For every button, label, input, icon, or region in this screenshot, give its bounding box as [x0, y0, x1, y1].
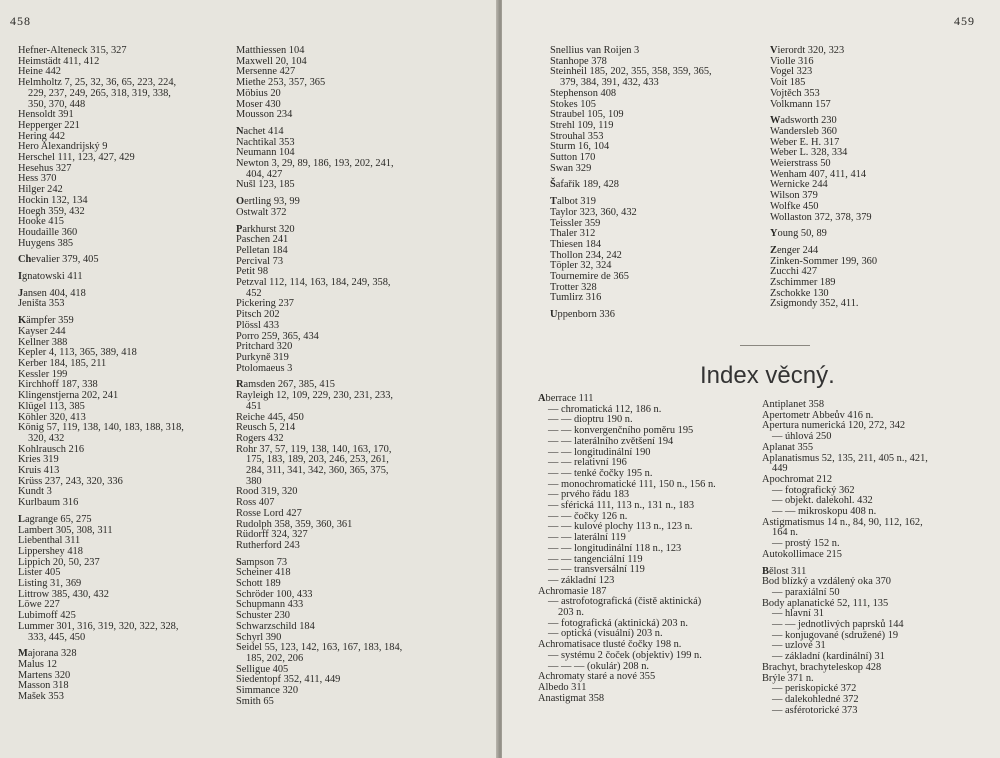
index-entry-text: ierordt 320, 323	[777, 45, 845, 56]
index-entry: Listing 31, 369	[18, 578, 82, 590]
index-entry: Rosse Lord 427	[236, 507, 302, 519]
index-entry: Volkmann 157	[770, 98, 831, 110]
index-entry: 320, 432	[28, 432, 65, 444]
index-entry: Kries 319	[18, 454, 59, 466]
index-entry: Steinheil 185, 202, 355, 358, 359, 365,	[550, 66, 712, 78]
index-entry: Mersenne 427	[236, 66, 296, 78]
index-entry-text: evalier 379, 405	[31, 254, 99, 266]
index-entry: Nušl 123, 185	[236, 179, 295, 191]
index-entry: Liebenthal 311	[18, 535, 81, 547]
index-entry: Rohr 37, 57, 119, 138, 140, 163, 170,	[236, 443, 392, 455]
index-entry-initial: Ch	[18, 254, 32, 266]
index-entry: 229, 237, 249, 265, 318, 319, 338,	[28, 87, 171, 99]
index-entry: Malus 12	[18, 658, 57, 670]
name-index-column-3	[550, 46, 765, 321]
index-entry-text: albot 319	[556, 196, 596, 208]
index-entry: Rogers 432	[236, 432, 284, 444]
index-entry: Kurlbaum 316	[18, 497, 79, 509]
index-entry: Klügel 113, 385	[18, 400, 85, 412]
index-entry-initial: Z	[770, 244, 777, 256]
index-entry: Sutton 170	[550, 152, 596, 164]
index-entry: Apertura numerická 120, 272, 342	[762, 420, 906, 432]
index-entry: Wenham 407, 411, 414	[770, 168, 867, 180]
index-entry: Thiesen 184	[550, 238, 602, 250]
index-entry: Thollon 234, 242	[550, 249, 622, 261]
index-entry: — objekt. dalekohl. 432	[772, 495, 873, 507]
index-entry: — prvého řádu 183	[548, 489, 630, 501]
index-entry: Weber E. H. 317	[770, 136, 840, 148]
index-entry: Jeništa 353	[18, 298, 65, 310]
index-entry: Neumann 104	[236, 147, 295, 159]
index-entry: Hepperger 221	[18, 119, 80, 131]
index-entry: Petzval 112, 114, 163, 184, 249, 358,	[236, 277, 391, 289]
index-entry: — optická (visuální) 203 n.	[548, 628, 663, 640]
index-entry: Vojtěch 353	[770, 87, 820, 99]
index-entry-text: ampson 73	[241, 556, 288, 568]
index-entry-initial: Y	[770, 228, 778, 240]
index-entry: — paraxiální 50	[772, 586, 840, 598]
index-entry: — — mikroskopu 408 n.	[772, 506, 877, 518]
index-entry: Astigmatismus 14 n., 84, 90, 112, 162,	[762, 516, 923, 528]
index-entry: Kepler 4, 113, 365, 389, 418	[18, 347, 137, 359]
index-entry: Paschen 241	[236, 234, 289, 246]
index-entry: Kayser 244	[18, 325, 66, 337]
index-entry: 404, 427	[246, 168, 283, 180]
index-entry: 203 n.	[558, 607, 584, 619]
index-entry: Möbius 20	[236, 87, 281, 99]
index-entry: Heimstädt 411, 412	[18, 55, 100, 67]
index-entry	[770, 229, 985, 240]
index-entry: — prostý 152 n.	[772, 538, 840, 550]
index-entry-initial: R	[236, 379, 244, 391]
index-entry: — periskopické 372	[772, 683, 857, 695]
name-index-column-4	[770, 46, 985, 310]
index-entry: Lambert 305, 308, 311	[18, 524, 113, 536]
index-entry: — — tangenciální 119	[548, 553, 643, 565]
index-entry: Mašek 353	[18, 691, 64, 703]
index-entry: Brachyt, brachyteleskop 428	[762, 661, 882, 673]
index-entry: Teissler 359	[550, 217, 601, 229]
index-entry-initial: V	[770, 45, 778, 56]
index-entry	[550, 180, 765, 191]
index-entry: Hensoldt 391	[18, 109, 74, 121]
index-entry: — uzlové 31	[772, 640, 826, 652]
index-entry: Tournemire de 365	[550, 271, 629, 283]
index-entry: 185, 202, 206	[246, 652, 304, 664]
index-entry: Siedentopf 352, 411, 449	[236, 674, 341, 686]
index-entry: Simmance 320	[236, 685, 299, 697]
index-entry: Aplanat 355	[762, 441, 814, 453]
index-entry: Maxwell 20, 104	[236, 55, 307, 67]
index-entry: 452	[246, 287, 262, 299]
index-entry: Littrow 385, 430, 432	[18, 588, 109, 600]
index-entry: König 57, 119, 138, 140, 183, 188, 318,	[18, 422, 184, 434]
index-entry: — základní 123	[548, 574, 615, 586]
index-entry: Apertometr Abbeův 416 n.	[762, 409, 874, 421]
index-entry: Hesehus 327	[18, 162, 72, 174]
index-entry: — — jednotlivých paprsků 144	[772, 619, 904, 631]
page-number-left: 458	[10, 14, 31, 28]
index-entry: Lubimoff 425	[18, 610, 76, 622]
index-entry: — — relativní 196	[548, 457, 627, 469]
index-entry: Hering 442	[18, 130, 66, 142]
index-title: Index věcný.	[700, 362, 835, 389]
index-entry	[18, 255, 233, 266]
index-entry: — hlavní 31	[772, 608, 824, 620]
index-entry: Hooke 415	[18, 216, 64, 228]
index-entry: Apochromat 212	[762, 473, 833, 485]
index-entry: — — — (okulár) 208 n.	[548, 660, 650, 672]
index-entry: — dalekohledné 372	[772, 693, 859, 705]
index-entry: Lister 405	[18, 567, 61, 579]
index-entry: Schyrl 390	[236, 631, 282, 643]
index-entry: Purkyně 319	[236, 351, 289, 363]
name-index-column-1	[18, 46, 233, 703]
index-entry: Selligue 405	[236, 663, 289, 675]
index-entry-text: ertling 93, 99	[244, 196, 300, 208]
index-entry: — — čočky 126 n.	[548, 510, 628, 522]
index-entry: — — dioptru 190 n.	[548, 414, 633, 426]
index-entry: Bod blízký a vzdálený oka 370	[762, 576, 891, 588]
index-entry-text: adsworth 230	[780, 115, 837, 127]
index-entry-text: ämpfer 359	[26, 315, 74, 327]
index-entry: Moser 430	[236, 98, 281, 110]
index-entry: Strouhal 353	[550, 130, 604, 142]
index-entry: Pritchard 320	[236, 341, 293, 353]
index-entry: Krüss 237, 243, 320, 336	[18, 475, 123, 487]
index-entry: Huygens 385	[18, 237, 74, 249]
index-entry: Plössl 433	[236, 319, 280, 331]
index-entry: 451	[246, 400, 262, 412]
index-entry: Zsigmondy 352, 411.	[770, 298, 859, 310]
index-entry: Wolfke 450	[770, 200, 819, 212]
index-entry: Kruis 413	[18, 465, 60, 477]
index-entry: Kirchhoff 187, 338	[18, 379, 98, 391]
index-entry: — — longitudinální 118 n., 123	[548, 542, 682, 554]
index-entry-initial: M	[18, 648, 28, 660]
index-entry: Löwe 227	[18, 599, 60, 611]
index-entry: Seidel 55, 123, 142, 163, 167, 183, 184,	[236, 642, 403, 654]
title-rule	[740, 345, 810, 346]
index-entry: Achromaty staré a nové 355	[538, 671, 656, 683]
index-entry: Zucchi 427	[770, 266, 818, 278]
index-entry: Smith 65	[236, 695, 274, 707]
index-entry: Schwarzschild 184	[236, 620, 315, 632]
index-entry: Ptolomaeus 3	[236, 362, 293, 374]
index-entry: Body aplanatické 52, 111, 135	[762, 597, 889, 609]
index-entry: Schuster 230	[236, 610, 290, 622]
index-entry-initial: I	[18, 271, 23, 283]
index-entry-initial: N	[236, 125, 244, 137]
index-entry: Reiche 445, 450	[236, 411, 304, 423]
index-entry: Wernicke 244	[770, 179, 828, 191]
index-entry: Zschokke 130	[770, 287, 829, 299]
index-entry: Martens 320	[18, 669, 71, 681]
index-entry-text: ělost 311	[768, 565, 807, 577]
index-entry: — monochromatické 111, 150 n., 156 n.	[548, 478, 716, 490]
index-entry-text: enger 244	[776, 244, 819, 256]
index-entry: Kundt 3	[18, 486, 52, 498]
index-entry-text: berrace 111	[545, 393, 594, 404]
index-entry: 164 n.	[772, 527, 798, 539]
index-entry-initial: A	[538, 393, 546, 404]
subject-index-column-1	[538, 394, 758, 704]
page-number-right: 459	[954, 14, 975, 28]
index-entry: Wollaston 372, 378, 379	[770, 211, 872, 223]
index-entry: Pelletan 184	[236, 244, 288, 256]
index-entry: — — longitudinální 190	[548, 446, 651, 458]
index-entry: Schupmann 433	[236, 599, 304, 611]
index-entry-text: gnatowski 411	[22, 271, 83, 283]
index-entry: Vogel 323	[770, 66, 813, 78]
index-entry: Albedo 311	[538, 681, 587, 693]
index-entry: Tumlirz 316	[550, 292, 602, 304]
index-entry: Hockin 132, 134	[18, 194, 88, 206]
index-entry: Straubel 105, 109	[550, 109, 624, 121]
index-entry: Kessler 199	[18, 368, 68, 380]
index-entry: Stokes 105	[550, 98, 596, 110]
index-entry: Klingenstjerna 202, 241	[18, 390, 119, 402]
index-entry: Hess 370	[18, 173, 57, 185]
index-entry-initial: U	[550, 309, 558, 321]
index-entry-initial: P	[236, 223, 243, 235]
index-entry-initial: S	[236, 556, 242, 568]
index-entry: Swan 329	[550, 162, 592, 174]
index-entry: — fotografická (aktinická) 203 n.	[548, 617, 688, 629]
index-entry: Weber L. 328, 334	[770, 147, 848, 159]
index-entry: Ross 407	[236, 497, 275, 509]
index-entry: — — laterální 119	[548, 532, 626, 544]
index-entry: Lippich 20, 50, 237	[18, 556, 100, 568]
index-entry: — — laterálního zvětšení 194	[548, 435, 674, 447]
index-entry: Zschimmer 189	[770, 277, 836, 289]
index-entry-initial: B	[762, 565, 769, 577]
index-entry-text: ajorana 328	[27, 648, 77, 660]
index-entry: Anastigmat 358	[538, 692, 605, 704]
index-entry-initial: T	[550, 196, 557, 208]
index-entry: — konjugované (sdružené) 19	[772, 629, 899, 641]
index-entry: Hoegh 359, 432	[18, 205, 85, 217]
index-entry: Antiplanet 358	[762, 399, 825, 410]
index-entry: Autokollimace 215	[762, 548, 842, 560]
index-entry: — fotografický 362	[772, 484, 855, 496]
index-entry: Nachtikal 353	[236, 136, 295, 148]
index-entry-initial: Š	[550, 179, 556, 191]
index-entry: Scheiner 418	[236, 567, 291, 579]
index-entry: Masson 318	[18, 680, 69, 692]
index-entry: Brýle 371 n.	[762, 672, 814, 684]
index-entry: Achromasie 187	[538, 585, 607, 597]
index-entry-initial: J	[18, 287, 24, 299]
index-entry: Töpler 32, 324	[550, 260, 612, 272]
index-entry: — asférotorické 373	[772, 704, 858, 716]
index-entry-text: amsden 267, 385, 415	[243, 379, 336, 391]
index-entry: Houdaille 360	[18, 226, 78, 238]
index-entry: Weierstrass 50	[770, 158, 831, 170]
index-entry: — — tenké čočky 195 n.	[548, 467, 653, 479]
index-entry: Hefner-Alteneck 315, 327	[18, 45, 127, 56]
index-entry-initial: L	[18, 513, 25, 525]
index-entry: Rudolph 358, 359, 360, 361	[236, 518, 353, 530]
index-entry: Achromatisace tlusté čočky 198 n.	[538, 639, 682, 651]
name-index-column-2	[236, 46, 481, 707]
index-entry: Wandersleb 360	[770, 125, 837, 137]
index-entry: Herschel 111, 123, 427, 429	[18, 152, 135, 164]
index-entry-text: oung 50, 89	[777, 228, 827, 240]
index-entry	[18, 272, 233, 283]
index-entry: Schott 189	[236, 578, 281, 590]
index-entry	[550, 310, 765, 321]
index-entry: Pitsch 202	[236, 309, 280, 321]
index-entry: Petit 98	[236, 266, 269, 278]
index-entry: Rutherford 243	[236, 539, 300, 551]
index-entry: Violle 316	[770, 55, 814, 67]
index-entry: Newton 3, 29, 89, 186, 193, 202, 241,	[236, 158, 394, 170]
index-entry: Rayleigh 12, 109, 229, 230, 231, 233,	[236, 390, 394, 402]
index-entry: 449	[772, 463, 788, 475]
subject-index-column-2	[762, 400, 992, 716]
index-entry: Matthiessen 104	[236, 45, 305, 56]
index-entry: Aplanatismus 52, 135, 211, 405 n., 421,	[762, 452, 928, 464]
index-entry: Lummer 301, 316, 319, 320, 322, 328,	[18, 620, 179, 632]
index-entry-initial: K	[18, 315, 27, 327]
index-entry: Heine 442	[18, 66, 61, 78]
index-entry: Mousson 234	[236, 109, 293, 121]
index-entry: Kohlrausch 216	[18, 443, 85, 455]
index-entry: — — kulové plochy 113 n., 123 n.	[548, 521, 693, 533]
index-entry: Strehl 109, 119	[550, 119, 614, 131]
index-entry-text: agrange 65, 275	[24, 513, 92, 525]
index-entry: Kerber 184, 185, 211	[18, 357, 107, 369]
index-entry: Stephenson 408	[550, 87, 617, 99]
index-entry-initial: O	[236, 196, 245, 208]
left-page	[0, 0, 498, 758]
index-entry: Reusch 5, 214	[236, 422, 296, 434]
index-entry: Rood 319, 320	[236, 486, 298, 498]
index-entry: Trotter 328	[550, 281, 597, 293]
index-entry: — — konvergenčního poměru 195	[548, 425, 694, 437]
index-entry: — úhlová 250	[772, 431, 832, 443]
index-entry: Schröder 100, 433	[236, 588, 313, 600]
index-entry: Thaler 312	[550, 228, 596, 240]
index-entry: 350, 370, 448	[28, 98, 86, 110]
index-entry: — základní (kardinální) 31	[772, 651, 885, 663]
index-entry: Köhler 320, 413	[18, 411, 86, 423]
index-entry: — chromatická 112, 186 n.	[548, 403, 662, 415]
index-entry-text: ansen 404, 418	[23, 287, 86, 299]
index-entry: — systému 2 čoček (objektiv) 199 n.	[548, 649, 702, 661]
index-entry: Ostwalt 372	[236, 206, 287, 218]
index-entry: Pickering 237	[236, 298, 295, 310]
index-entry-initial: W	[770, 115, 781, 127]
index-entry: Taylor 323, 360, 432	[550, 206, 637, 218]
index-entry: Rüdorff 324, 327	[236, 529, 308, 541]
index-entry: 333, 445, 450	[28, 631, 86, 643]
index-entry: Sturm 16, 104	[550, 141, 610, 153]
index-entry: Helmholtz 7, 25, 32, 36, 65, 223, 224,	[18, 77, 177, 89]
index-entry-text: achet 414	[243, 125, 284, 137]
index-entry: Porro 259, 365, 434	[236, 330, 319, 342]
index-entry: 175, 183, 189, 203, 246, 253, 261,	[246, 454, 389, 466]
index-entry: Snellius van Roijen 3	[550, 45, 640, 56]
index-entry: Hero Alexandrijský 9	[18, 141, 108, 153]
index-entry: 379, 384, 391, 432, 433	[560, 77, 659, 89]
index-entry: Wilson 379	[770, 190, 818, 202]
index-entry: Voit 185	[770, 77, 806, 89]
index-entry: Miethe 253, 357, 365	[236, 77, 326, 89]
index-entry-text: afařík 189, 428	[555, 179, 619, 191]
index-entry: Kellner 388	[18, 336, 68, 348]
index-entry: 284, 311, 341, 342, 360, 365, 375,	[246, 465, 389, 477]
index-entry: Percival 73	[236, 255, 284, 267]
index-entry-text: ppenborn 336	[557, 309, 615, 321]
index-entry	[18, 515, 233, 526]
index-entry: Zinken-Sommer 199, 360	[770, 255, 878, 267]
index-entry: — — transversální 119	[548, 564, 645, 576]
index-entry: — sférická 111, 113 n., 131 n., 183	[548, 500, 695, 512]
index-entry: Stanhope 378	[550, 55, 607, 67]
index-entry: Hilger 242	[18, 184, 63, 196]
index-entry: — astrofotografická (čistě aktinická)	[548, 596, 702, 608]
index-entry: Lippershey 418	[18, 545, 83, 557]
index-entry-text: arkhurst 320	[242, 223, 295, 235]
index-entry: 380	[246, 475, 262, 487]
